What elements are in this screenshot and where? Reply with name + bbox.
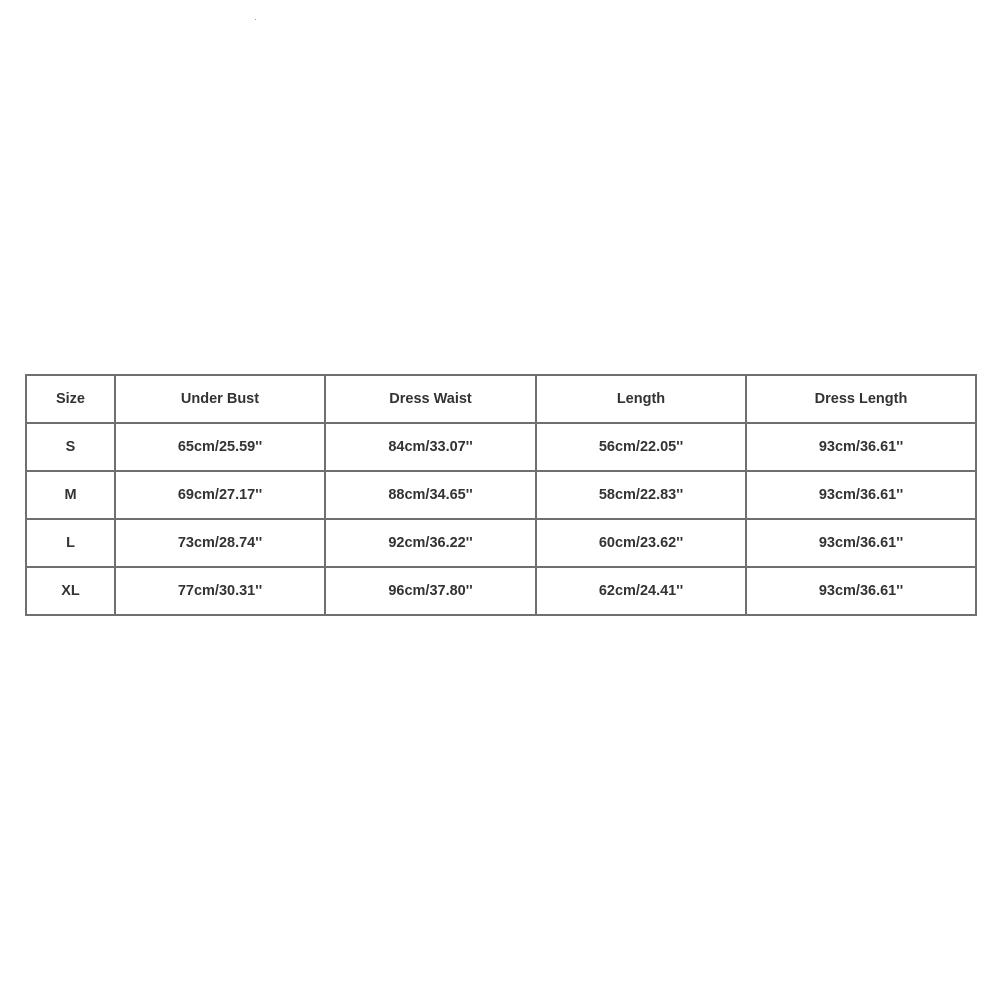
under-bust-cell: 73cm/28.74''	[115, 519, 325, 567]
size-cell: XL	[26, 567, 115, 615]
table-row	[26, 471, 976, 519]
length-cell: 56cm/22.05''	[536, 423, 746, 471]
dress-waist-cell: 84cm/33.07''	[325, 423, 536, 471]
table-row	[26, 423, 976, 471]
length-cell: 62cm/24.41''	[536, 567, 746, 615]
dress-length-cell: 93cm/36.61''	[746, 567, 976, 615]
size-chart-table	[25, 374, 977, 616]
header-cell-dress-length: Dress Length	[746, 375, 976, 423]
length-cell: 58cm/22.83''	[536, 471, 746, 519]
dress-waist-cell: 96cm/37.80''	[325, 567, 536, 615]
table-row	[26, 567, 976, 615]
under-bust-cell: 65cm/25.59''	[115, 423, 325, 471]
under-bust-cell: 77cm/30.31''	[115, 567, 325, 615]
dress-length-cell: 93cm/36.61''	[746, 471, 976, 519]
dress-waist-cell: 92cm/36.22''	[325, 519, 536, 567]
size-cell: S	[26, 423, 115, 471]
header-cell-dress-waist: Dress Waist	[325, 375, 536, 423]
size-cell: M	[26, 471, 115, 519]
header-row	[26, 375, 976, 423]
under-bust-cell: 69cm/27.17''	[115, 471, 325, 519]
header-cell-length: Length	[536, 375, 746, 423]
dress-length-cell: 93cm/36.61''	[746, 423, 976, 471]
stray-dot	[255, 19, 256, 20]
dress-waist-cell: 88cm/34.65''	[325, 471, 536, 519]
length-cell: 60cm/23.62''	[536, 519, 746, 567]
header-cell-size: Size	[26, 375, 115, 423]
header-cell-under-bust: Under Bust	[115, 375, 325, 423]
dress-length-cell: 93cm/36.61''	[746, 519, 976, 567]
table-row	[26, 519, 976, 567]
size-cell: L	[26, 519, 115, 567]
